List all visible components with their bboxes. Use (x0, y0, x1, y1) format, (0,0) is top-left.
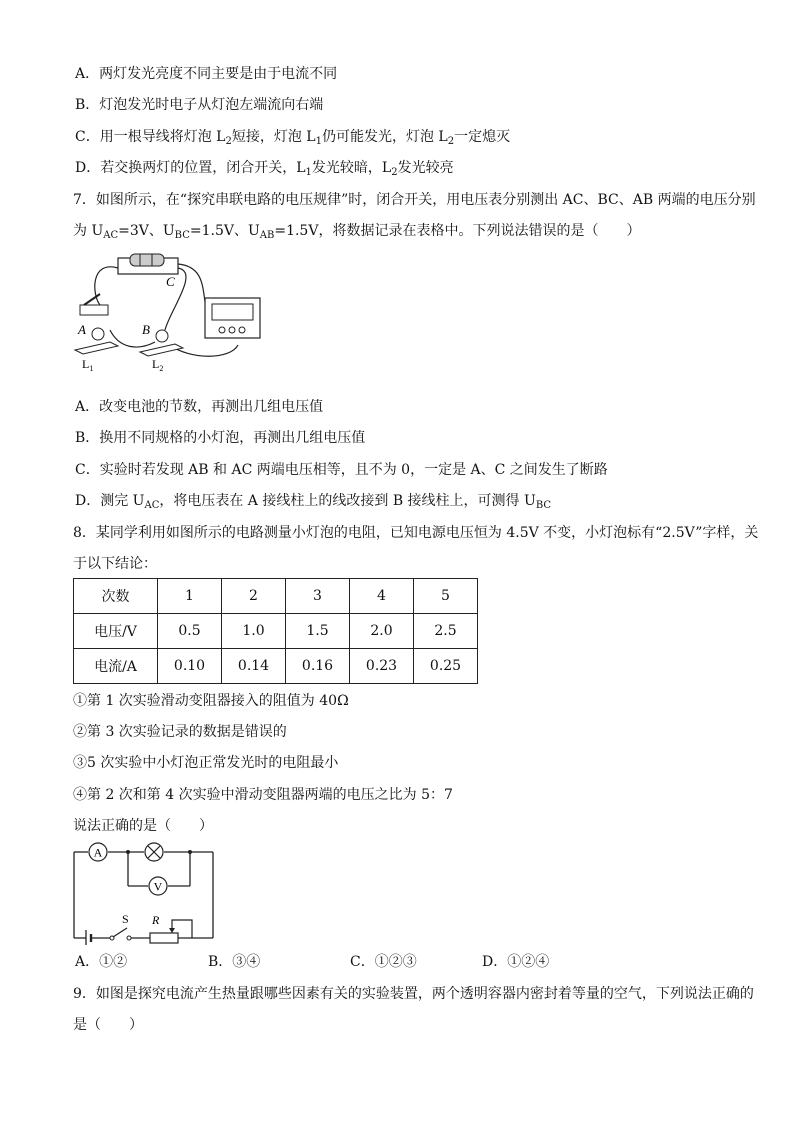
q8-statement-2: ②第 3 次实验记录的数据是错误的 (73, 724, 287, 740)
table-cell: 0.16 (286, 649, 350, 684)
voltmeter-dial (212, 304, 253, 320)
label-l1: $L_1$ (82, 357, 94, 373)
table-cell: 2.0 (350, 614, 414, 649)
table-cell: 0.10 (158, 649, 222, 684)
table-cell: 4 (350, 579, 414, 614)
table-row (74, 579, 478, 614)
q8-choice-b: B．③④ (208, 954, 261, 970)
table-row (74, 649, 478, 684)
q8-data-table (73, 578, 478, 684)
q8-statement-1: ①第 1 次实验滑动变阻器接入的阻值为 40Ω (73, 693, 349, 709)
table-cell: 1 (158, 579, 222, 614)
lamp-l1-base (75, 342, 118, 354)
label-l2: $L_2$ (152, 357, 164, 373)
table-cell: 0.25 (414, 649, 478, 684)
table-cell: 0.14 (222, 649, 286, 684)
label-a: A (78, 322, 86, 337)
q7-option-c: C．实验时若发现 AB 和 AC 两端电压相等，且不为 0，一定是 A、C 之间发生了断路 (75, 462, 608, 478)
q6-option-c: C．用一根导线将灯泡 $L_2$短接，灯泡 $L_1$仍可能发光，灯泡 $L_2$一定熄灭 (75, 129, 511, 147)
rheostat-label: R (152, 913, 160, 927)
q7-option-a: A．改变电池的节数，再测出几组电压值 (75, 399, 324, 415)
q7-stem-line2: 为 $U_{AC}=3V$、$U_{BC}=1.5V$、$U_{AB}=1.5V$，将数据记录在表格中。下列说法错误的是（ ） (73, 223, 641, 241)
q8-choice-d: D．①②④ (482, 954, 550, 970)
voltmeter-label: V (153, 879, 163, 894)
table-cell: 0.23 (350, 649, 414, 684)
table-cell: 3 (286, 579, 350, 614)
table-cell: 2 (222, 579, 286, 614)
table-row (74, 614, 478, 649)
q8-choice-c: C．①②③ (350, 954, 417, 970)
table-cell: 次数 (74, 579, 158, 614)
table-cell: 2.5 (414, 614, 478, 649)
q8-choices (75, 951, 675, 973)
table-cell: 1.5 (286, 614, 350, 649)
switch-symbol (113, 928, 127, 937)
q7-stem-line1: 7．如图所示，在“探究串联电路的电压规律”时，闭合开关，用电压表分别测出 AC、BC、AB 两端的电压分别 (73, 192, 756, 208)
table-cell: 0.5 (158, 614, 222, 649)
lamp-l1-bulb (92, 328, 104, 340)
q8-prompt: 说法正确的是（ ） (73, 818, 213, 834)
q6-option-d: D．若交换两灯的位置，闭合开关，$L_1$发光较暗，$L_2$发光较亮 (75, 160, 454, 178)
q6-option-b: B．灯泡发光时电子从灯泡左端流向右端 (75, 97, 324, 113)
q8-circuit-figure (72, 840, 217, 945)
switch-base (80, 305, 108, 315)
label-b: B (142, 322, 150, 337)
q8-stem-line2: 于以下结论： (73, 556, 157, 572)
q7-option-d: D．测完 $U_{AC}$，将电压表在 A 接线柱上的线改接到 B 接线柱上，可测得 $U_{BC}$ (75, 493, 551, 511)
q8-stem-line1: 8．某同学利用如图所示的电路测量小灯泡的电阻，已知电源电压恒为 4.5V 不变，小灯泡标有“2.5V”字样，关 (73, 525, 759, 541)
table-cell: 1.0 (222, 614, 286, 649)
q9-stem-line1: 9．如图是探究电流产生热量跟哪些因素有关的实验装置，两个透明容器内密封着等量的空气，下列说法正确的 (73, 986, 754, 1002)
q8-choice-a: A．①② (75, 954, 128, 970)
table-cell: 5 (414, 579, 478, 614)
q8-statement-3: ③5 次实验中小灯泡正常发光时的电阻最小 (73, 755, 339, 771)
q8-statement-4: ④第 2 次和第 4 次实验中滑动变阻器两端的电压之比为 5：7 (73, 787, 453, 803)
switch-label: S (122, 912, 129, 926)
table-cell: 电压/V (74, 614, 158, 649)
q7-circuit-figure (70, 250, 270, 375)
table-cell: 电流/A (74, 649, 158, 684)
q7-option-b: B．换用不同规格的小灯泡，再测出几组电压值 (75, 430, 366, 446)
q9-stem-line2: 是（ ） (73, 1017, 143, 1033)
rheostat-symbol (150, 933, 178, 943)
ammeter-label: A (93, 845, 103, 860)
q6-option-a: A．两灯发光亮度不同主要是由于电流不同 (75, 66, 338, 82)
battery-cell (130, 254, 164, 266)
label-c: C (166, 274, 175, 289)
lamp-l2-bulb (156, 330, 168, 342)
